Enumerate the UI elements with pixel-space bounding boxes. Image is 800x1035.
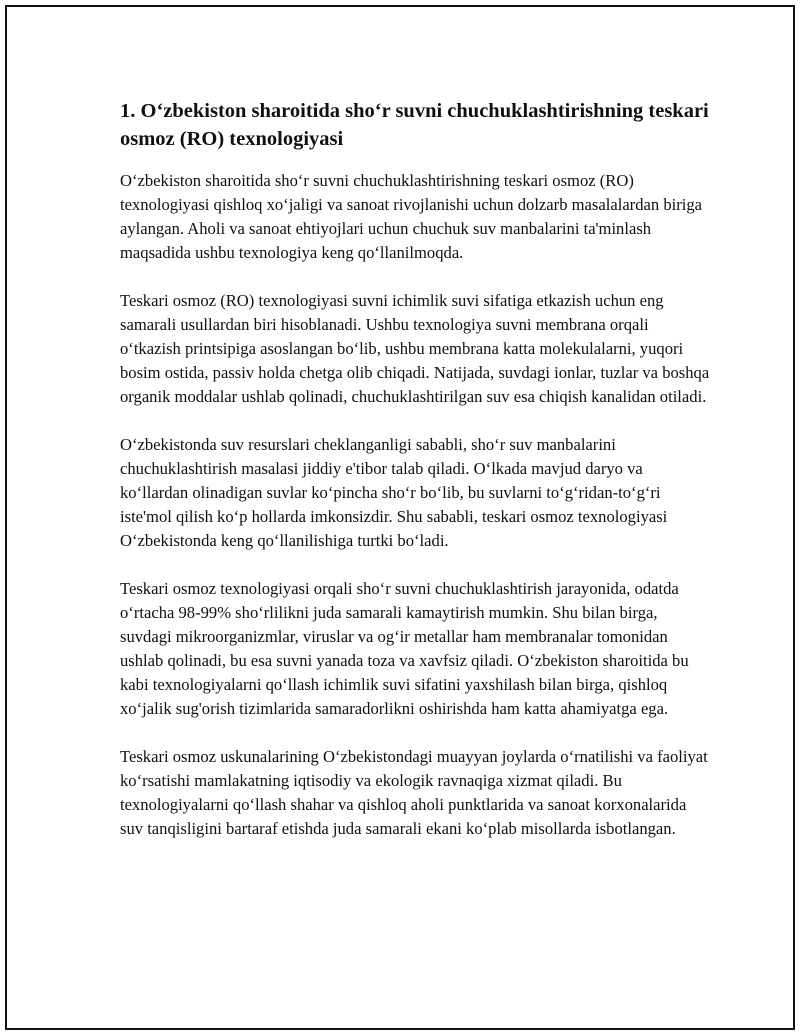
paragraph-2: Teskari osmoz (RO) texnologiyasi suvni ichimlik suvi sifatiga etkazish uchun eng samarali usullardan biri hisoblanadi. Ushbu texnologiya suvni membrana orqali o‘tkazish printsipiga asoslangan bo‘lib, ushbu membrana katta molekulalarni, yuqori bosim ostida, passiv holda chetga olib chiqadi. Natijada, suvdagi ionlar, tuzlar va boshqa organik moddalar ushlab qolinadi, chuchuklashtirilgan suv esa chiqish kanalidan otiladi. — [120, 291, 710, 406]
paragraph-5: Teskari osmoz uskunalarining O‘zbekistondagi muayyan joylarda o‘rnatilishi va faoliyat ko‘rsatishi mamlakatning iqtisodiy va ekologik ravnaqiga xizmat qiladi. Bu texnologiyalarni qo‘llash shahar va qishloq aholi punktlarida va sanoat korxonalarida suv tanqisligini bartaraf etishda juda samarali ekani ko‘plab misollarda isbotlangan. — [120, 747, 708, 838]
section-heading: 1. O‘zbekiston sharoitida sho‘r suvni chuchuklashtirishning teskari osmoz (RO) texnologiyasi — [120, 100, 709, 150]
document-content — [120, 97, 710, 865]
paragraph-1: O‘zbekiston sharoitida sho‘r suvni chuchuklashtirishning teskari osmoz (RO) texnologiyasi qishloq xo‘jaligi va sanoat rivojlanishi uchun dolzarb masalalardan biriga aylangan. Aholi va sanoat ehtiyojlari uchun chuchuk suv manbalarini ta'minlash maqsadida ushbu texnologiya keng qo‘llanilmoqda. — [120, 171, 703, 262]
paragraph-4: Teskari osmoz texnologiyasi orqali sho‘r suvni chuchuklashtirish jarayonida, odatda o‘rtacha 98-99% sho‘rlilikni juda samarali kamaytirish mumkin. Shu bilan birga, suvdagi mikroorganizmlar, viruslar va og‘ir metallar ham membranalar tomonidan ushlab qolinadi, bu esa suvni yanada toza va xavfsiz qiladi. O‘zbekiston sharoitida bu kabi texnologiyalarni qo‘llash ichimlik suvi sifatini yaxshilash bilan birga, qishloq xo‘jalik sug'orish tizimlarida samaradorlikni oshirishda ham katta ahamiyatga ega. — [120, 579, 689, 718]
paragraph-3: O‘zbekistonda suv resurslari cheklanganligi sababli, sho‘r suv manbalarini chuchuklashtirish masalasi jiddiy e'tibor talab qiladi. O‘lkada mavjud daryo va ko‘llardan olinadigan suvlar ko‘pincha sho‘r bo‘lib, bu suvlarni to‘g‘ridan-to‘g‘ri iste'mol qilish ko‘p hollarda imkonsizdir. Shu sababli, teskari osmoz texnologiyasi O‘zbekistonda keng qo‘llanilishiga turtki bo‘ladi. — [120, 435, 668, 550]
document-page — [5, 5, 795, 1030]
